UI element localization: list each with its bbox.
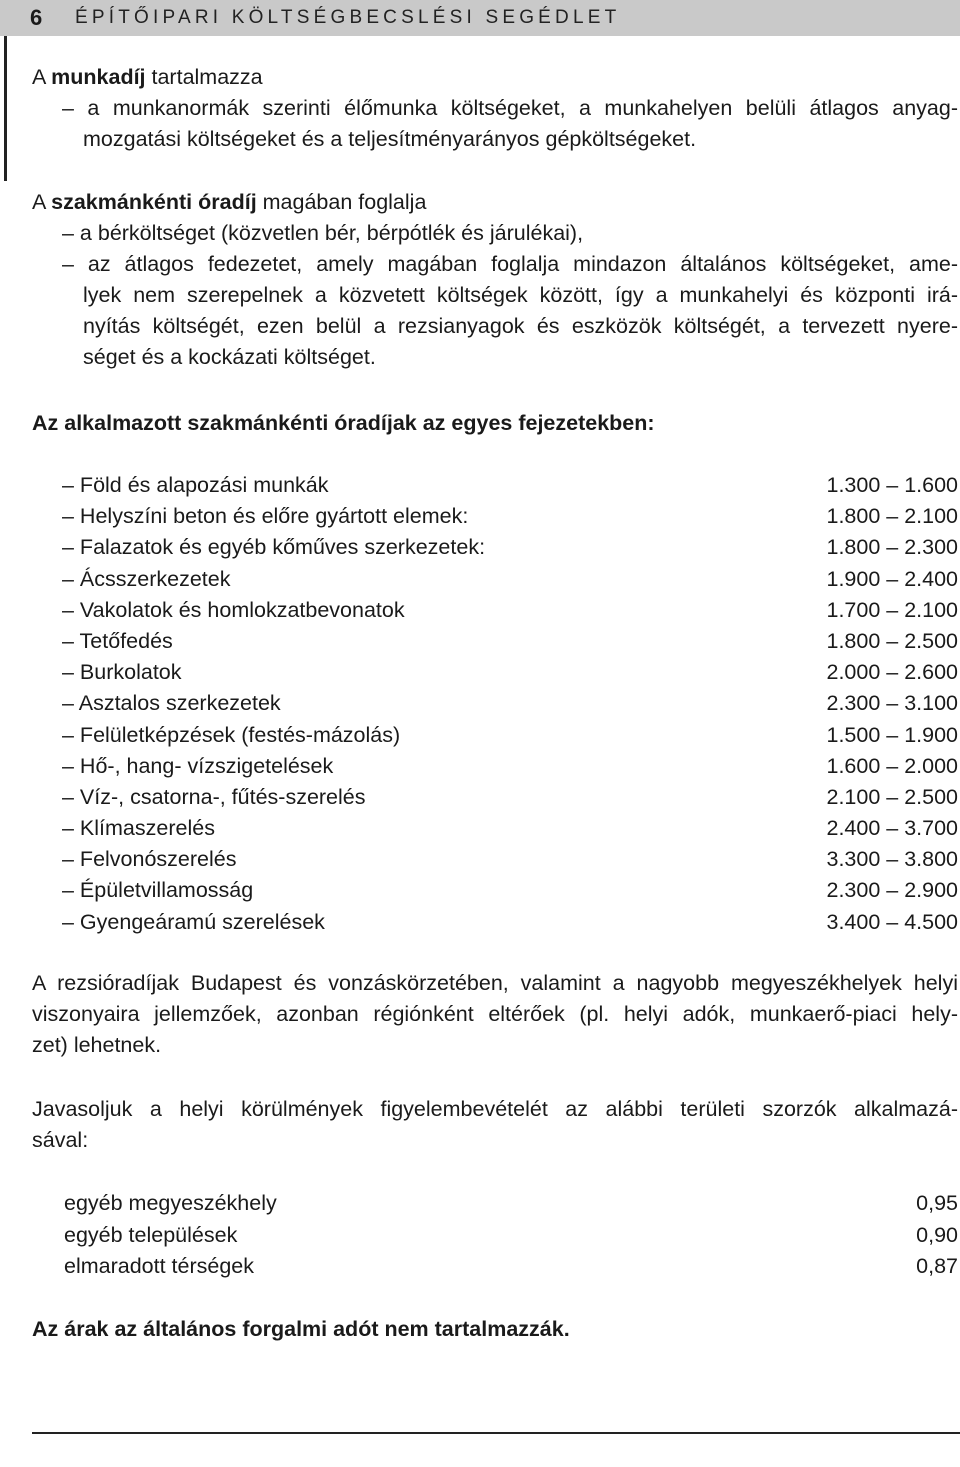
rate-value: 1.500 – 1.900 [826,722,958,747]
rate-row [32,470,958,501]
rate-label: – Hő-, hang- vízszigetelések [62,753,334,778]
page-number: 6 [30,5,43,30]
rate-value: 2.400 – 3.700 [826,816,958,841]
footer-rule [32,1432,960,1434]
regional-note-line: zet) lehetnek. [32,1033,162,1057]
rates-heading: Az alkalmazott szakmánkénti óradíjak az egyes fejezetekben: [32,411,655,435]
oradij-item-coverage-continuation: lyek nem szerepelnek a közvetett költségek között, így a munkahelyi és központi irá- [83,283,958,307]
rate-value: 1.900 – 2.400 [826,566,958,591]
rate-label: – Asztalos szerkezetek [62,691,281,716]
rate-value: 1.800 – 2.100 [826,504,958,529]
oradij-intro-suffix: magában foglalja [256,190,427,214]
oradij-item-coverage-continuation: séget és a kockázati költséget. [83,345,376,369]
multiplier-value: 0,95 [916,1191,958,1215]
rate-label: – Klímaszerelés [62,816,215,841]
running-title: ÉPÍTŐIPARI KÖLTSÉGBECSLÉSI SEGÉDLET [75,7,621,28]
rate-row [32,813,958,844]
rate-row [32,782,958,813]
rate-label: – Ácsszerkezetek [62,566,231,591]
rate-label: – Falazatok és egyéb kőműves szerkezetek: [62,535,486,560]
munkadij-term: munkadíj [51,65,146,89]
rate-value: 3.400 – 4.500 [826,909,958,934]
rate-label: – Helyszíni beton és előre gyártott elemek: [62,504,469,529]
rate-value: 1.600 – 2.000 [826,753,958,778]
rate-value: 1.800 – 2.300 [826,535,958,560]
rate-value: 2.100 – 2.500 [826,784,958,809]
rate-value: 1.300 – 1.600 [826,473,958,497]
rates-list [32,470,958,938]
munkadij-intro-suffix: tartalmazza [145,65,263,89]
multiplier-value: 0,87 [916,1254,958,1278]
munkadij-section [32,62,958,155]
rate-label: – Gyengeáramú szerelések [62,909,325,934]
rate-row [32,657,958,688]
multipliers-intro [32,1094,958,1156]
oradij-term: szakmánkénti óradíj [51,190,257,214]
rate-row [32,907,958,938]
munkadij-item-continuation: mozgatási költségeket és a teljesítményarányos gépköltségeket. [83,127,697,151]
multipliers-intro-line: Javasoljuk a helyi körülmények figyelembevételét az alábbi területi szorzók alkalmazá- [32,1097,958,1121]
multiplier-row [32,1188,958,1220]
rate-value: 2.300 – 2.900 [826,878,958,903]
rate-row [32,595,958,626]
rate-label: – Víz-, csatorna-, fűtés-szerelés [62,784,366,809]
multiplier-label: elmaradott térségek [64,1254,255,1278]
multiplier-label: egyéb megyeszékhely [64,1191,277,1215]
oradij-intro-prefix: A [32,190,52,214]
rate-label: – Vakolatok és homlokzatbevonatok [62,597,405,622]
multiplier-value: 0,90 [916,1222,958,1247]
oradij-section [32,187,958,373]
rate-value: 3.300 – 3.800 [826,847,958,872]
vat-note: Az árak az általános forgalmi adót nem tartalmazzák. [32,1317,570,1341]
munkadij-intro [32,62,958,93]
rate-value: 1.800 – 2.500 [826,628,958,653]
rate-label: – Föld és alapozási munkák [62,473,329,497]
rate-row [32,688,958,719]
rate-label: – Tetőfedés [62,628,173,653]
oradij-item-wage: – a bérköltséget (közvetlen bér, bérpótlék és járulékai), [62,221,584,245]
rate-row [32,532,958,563]
regional-note-line: A rezsióradíjak Budapest és vonzáskörzetében, valamint a nagyobb megyeszékhelyek helyi [32,971,958,995]
munkadij-intro-prefix: A [32,65,52,89]
margin-rule [4,36,7,181]
rate-row [32,564,958,595]
rate-row [32,751,958,782]
munkadij-item-line: – a munkanormák szerinti élőmunka költségeket, a munkahelyen belüli átlagos anyag- [62,96,958,120]
rate-label: – Burkolatok [62,660,182,685]
multiplier-row [32,1220,958,1252]
multipliers-intro-line: sával: [32,1128,89,1152]
rate-label: – Épületvillamosság [62,878,254,903]
rate-row [32,875,958,906]
regional-note [32,968,958,1061]
multiplier-label: egyéb települések [64,1222,238,1247]
rate-label: – Felvonószerelés [62,847,237,872]
rate-label: – Felületképzések (festés-mázolás) [62,722,401,747]
rate-value: 2.000 – 2.600 [826,660,958,685]
multiplier-row [32,1251,958,1283]
rate-value: 1.700 – 2.100 [826,597,958,622]
oradij-item-coverage-continuation: nyítás költségét, ezen belül a rezsianyagok és eszközök költségét, a tervezett nyere- [83,314,958,338]
oradij-item-coverage: – az átlagos fedezetet, amely magában foglalja mindazon általános költségeket, ame- [62,252,958,276]
rate-value: 2.300 – 3.100 [826,691,958,716]
oradij-intro [32,187,958,218]
rate-row [32,844,958,875]
rate-row [32,501,958,532]
rate-row [32,720,958,751]
multipliers-list [32,1188,958,1283]
rate-row [32,626,958,657]
regional-note-line: viszonyaira jellemzőek, azonban régiónként eltérőek (pl. helyi adók, munkaerő-piaci hely- [32,1002,958,1026]
